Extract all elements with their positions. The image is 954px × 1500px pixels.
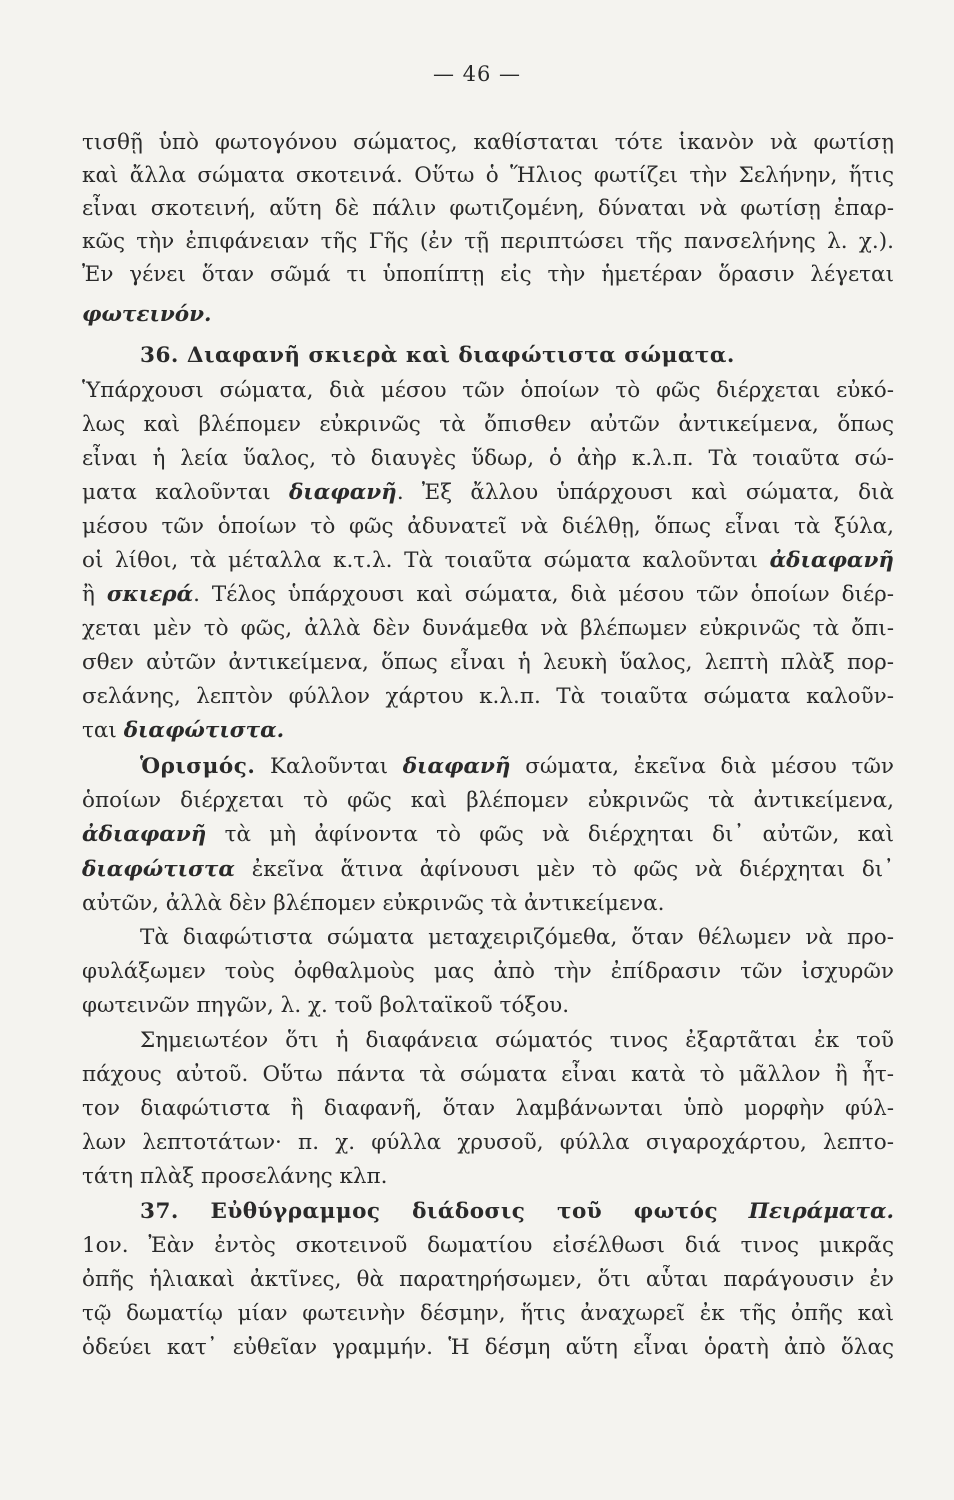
defined-term: ἀδιαφανῆ	[82, 822, 207, 847]
text-line: χεται μὲν τὸ φῶς, ἀλλὰ δὲν δυνάμεθα νὰ βλέπωμεν εὐκρινῶς τὰ ὄπι-	[82, 616, 894, 641]
experiments-label: Πειράματα	[748, 1199, 887, 1224]
text-line: αὐτῶν, ἀλλὰ δὲν βλέπομεν εὐκρινῶς τὰ ἀντικείμενα.	[82, 891, 665, 916]
text-line: διαφώτιστα ἐκεῖνα ἅτινα ἀφίνουσι μὲν τὸ φῶς νὰ διέρχηται δι᾿	[82, 857, 894, 882]
text-line: φυλάξωμεν τοὺς ὀφθαλμοὺς μας ἀπὸ τὴν ἐπίδρασιν τῶν ἰσχυρῶν	[82, 959, 894, 984]
text-line: ὁποίων διέρχεται τὸ φῶς καὶ βλέπομεν εὐκρινῶς τὰ ἀντικείμενα,	[82, 788, 894, 813]
text-line: πάχους αὐτοῦ. Οὕτω πάντα τὰ σώματα εἶναι κατὰ τὸ μᾶλλον ἢ ἧτ-	[82, 1062, 894, 1087]
text-line: τισθῇ ὑπὸ φωτογόνου σώματος, καθίσταται τότε ἱκανὸν νὰ φωτίσῃ	[82, 130, 894, 155]
definition-line: Ὁρισμός. Καλοῦνται διαφανῆ σώματα, ἐκεῖνα διὰ μέσου τῶν	[140, 754, 894, 779]
text-line: καὶ ἄλλα σώματα σκοτεινά. Οὕτω ὁ Ἥλιος φωτίζει τὴν Σελήνην, ἥτις	[82, 163, 894, 188]
section-heading-36	[82, 341, 894, 371]
text-line: οἱ λίθοι, τὰ μέταλλα κ.τ.λ. Τὰ τοιαῦτα σώματα καλοῦνται ἀδιαφανῆ	[82, 548, 894, 573]
text-line: τάτη πλὰξ προσελάνης κλπ.	[82, 1164, 388, 1189]
defined-term: διαφανῆ	[288, 480, 397, 505]
section-title: 36. Διαφανῆ σκιερὰ καὶ διαφώτιστα σώματα.	[140, 343, 735, 368]
text-line: λως καὶ βλέπομεν εὐκρινῶς τὰ ὄπισθεν αὐτῶν ἀντικείμενα, ὅπως	[82, 412, 894, 437]
section-title: 37. Εὐθύγραμμος διάδοσις τοῦ φωτός	[140, 1199, 719, 1224]
text-line: φωτεινῶν πηγῶν, λ. χ. τοῦ βολταϊκοῦ τόξου.	[82, 993, 570, 1018]
text-line: ὁδεύει κατ᾿ εὐθεῖαν γραμμήν. Ἡ δέσμη αὕτη εἶναι ὁρατὴ ἀπὸ ὅλας	[82, 1335, 894, 1360]
text-line: τῷ δωματίῳ μίαν φωτεινὴν δέσμην, ἥτις ἀναχωρεῖ ἐκ τῆς ὀπῆς καὶ	[82, 1301, 894, 1326]
text-line: Ὑπάρχουσι σώματα, διὰ μέσου τῶν ὁποίων τὸ φῶς διέρχεται εὐκό-	[82, 378, 894, 403]
text-line: ἢ σκιερά. Τέλος ὑπάρχουσι καὶ σώματα, διὰ μέσου τῶν ὁποίων διέρ-	[82, 582, 894, 607]
defined-term: φωτεινόν	[82, 302, 205, 327]
text-line: σθεν αὐτῶν ἀντικείμενα, ὅπως εἶναι ἡ λευκὴ ὕαλος, λεπτὴ πλὰξ πορ-	[82, 650, 894, 675]
defined-term: ἀδιαφανῆ	[769, 548, 894, 573]
text-line: ἀδιαφανῆ τὰ μὴ ἀφίνοντα τὸ φῶς νὰ διέρχηται δι᾿ αὐτῶν, καὶ	[82, 822, 894, 847]
section-heading-37: 37. Εὐθύγραμμος διάδοσις τοῦ φωτός Πειράματα.	[140, 1199, 894, 1224]
text-line: ματα καλοῦνται διαφανῆ. Ἐξ ἄλλου ὑπάρχουσι καὶ σώματα, διὰ	[82, 480, 894, 505]
text-line: εἶναι ἡ λεία ὕαλος, τὸ διαυγὲς ὕδωρ, ὁ ἀὴρ κ.λ.π. Τὰ τοιαῦτα σώ-	[82, 446, 894, 471]
definition-label: Ὁρισμός.	[140, 754, 256, 779]
page-number: — 46 —	[432, 62, 522, 86]
defined-term: διαφανῆ	[402, 754, 511, 779]
defined-term: σκιερά	[106, 582, 194, 607]
defined-term: διαφώτιστα	[123, 718, 277, 743]
defined-term: διαφώτιστα	[82, 857, 235, 882]
text-line: Τὰ διαφώτιστα σώματα μεταχειριζόμεθα, ὅταν θέλωμεν νὰ προ-	[140, 925, 894, 950]
text-line: σελάνης, λεπτὸν φύλλον χάρτου κ.λ.π. Τὰ τοιαῦτα σώματα καλοῦν-	[82, 684, 894, 709]
text-line: ὀπῆς ἡλιακαὶ ἀκτῖνες, θὰ παρατηρήσωμεν, ὅτι αὗται παράγουσιν ἐν	[82, 1267, 894, 1292]
text-line: Σημειωτέον ὅτι ἡ διαφάνεια σώματός τινος ἐξαρτᾶται ἐκ τοῦ	[140, 1028, 894, 1053]
text-line: εἶναι σκοτεινή, αὕτη δὲ πάλιν φωτιζομένη, δύναται νὰ φωτίσῃ ἐπαρ-	[82, 196, 894, 221]
text-line: τον διαφώτιστα ἢ διαφανῆ, ὅταν λαμβάνωνται ὑπὸ μορφὴν φύλ-	[82, 1096, 894, 1121]
text-line: φωτεινόν.	[82, 302, 212, 327]
text-line: μέσου τῶν ὁποίων τὸ φῶς ἀδυνατεῖ νὰ διέλθῃ, ὅπως εἶναι τὰ ξύλα,	[82, 514, 894, 539]
text-line: Ἐν γένει ὅταν σῶμά τι ὑποπίπτῃ εἰς τὴν ἡμετέραν ὅρασιν λέγεται	[82, 262, 894, 287]
text-line: κῶς τὴν ἐπιφάνειαν τῆς Γῆς (ἐν τῇ περιπτώσει τῆς πανσελήνης λ. χ.).	[82, 229, 894, 254]
text-line: λων λεπτοτάτων· π. χ. φύλλα χρυσοῦ, φύλλα σιγαροχάρτου, λεπτο-	[82, 1130, 894, 1155]
text-line: 1ον. Ἐὰν ἐντὸς σκοτεινοῦ δωματίου εἰσέλθωσι διά τινος μικρᾶς	[82, 1233, 894, 1258]
text-line: ται διαφώτιστα.	[82, 718, 285, 743]
